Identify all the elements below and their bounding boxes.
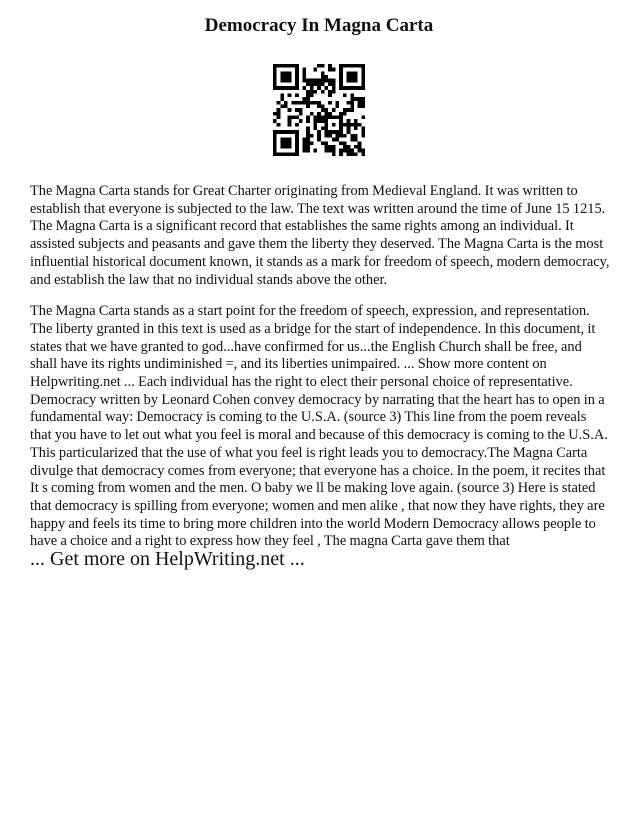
qr-code-icon[interactable] — [273, 64, 365, 156]
page-title: Democracy In Magna Carta — [204, 15, 434, 36]
paragraph-2: The Magna Carta stands as a start point for the freedom of speech, expression, and representation. The liberty granted in this text is used as a bridge for the start of independence. In this document, it states that we have granted to god...have confirmed for us...the English Church shall be free, and shall have its rights undiminished =, and its liberties unimpaired. ... Show more content on Helpwriting.net ... Each individual has the right to elect their personal choice of representative. Democracy written by Leonard Cohen convey democracy by narrating that the heart has to open in a fundamental way: Democracy is coming to the U.S.A. (source 3) This line from the poem reveals that you have to let out what you feel is moral and because of this democracy is coming to the U.S.A. This particularized that the use of what you feel is right leads you to democracy.The Magna Carta divulge that democracy comes from everyone; that everyone has a choice. In the poem, it recites that It s coming from women and the men. O baby we ll be making love again. (source 3) Here is stated that democracy is spilling from everyone; women and men alike , that now they have rights, they are happy and feels its time to bring more children into the world Modern Democracy allows people to have a choice and a right to express how they feel , The magna Carta gave them that — [30, 303, 608, 550]
article-body — [30, 183, 610, 565]
get-more-link[interactable]: ... Get more on HelpWriting.net ... — [30, 548, 305, 570]
paragraph-1: The Magna Carta stands for Great Charter originating from Medieval England. It was written to establish that everyone is subjected to the law. The text was written around the time of June 15 1215. The Magna Carta is a significant record that establishes the same rights among an individual. It assisted subjects and peasants and gave them the liberty they deserved. The Magna Carta is the most influential historical document known, it stands as a mark for freedom of speech, modern democracy, and establish the law that no individual stands above the other. — [30, 183, 610, 288]
